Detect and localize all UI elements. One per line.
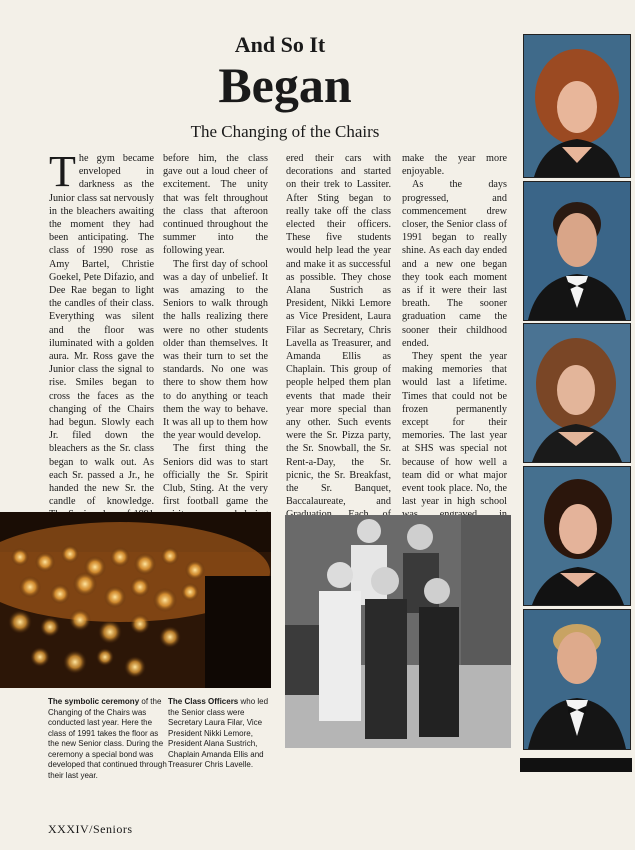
page-title: Began — [218, 57, 352, 113]
drop-cap: T — [49, 147, 76, 196]
paragraph: make the year more enjoyable. — [402, 153, 507, 178]
senior-portrait-4 — [523, 466, 631, 606]
caption-lead: The Class Officers — [168, 697, 239, 706]
article-column-3 — [286, 152, 391, 561]
paragraph: The first day of school was a day of unbelief. It was amazing to the Seniors to walk through the halls realizing there were no other students older than themselves. It was their turn to set the standards. No one was there to show them how to do anything or teach them the way to behave. It was all up to them how the year would develop. — [163, 258, 268, 442]
senior-portrait-3 — [523, 323, 631, 463]
article-column-1 — [49, 147, 154, 561]
page-subtitle: The Changing of the Chairs — [190, 122, 380, 141]
paragraph: They spent the year making memories that would last a lifetime. Times that could not be frozen permanently except for their memories. The last year at SHS was special not because of how well a team did or what major event took place. No, the last year in high school — [402, 351, 507, 508]
paragraph: The first thing the Seniors did was to start officially the Sr. Spirit Club, Sting. At the very first football game the — [163, 443, 268, 508]
paragraph-text: he gym became enveloped in darkness as the Junior class sat nervously in the bleachers awaiting the moment they had been anticipating. The class of 1990 rose as Amy Bartel, Christie Goekel, Pete Difazio, and Dee Rae began to light the candles of their class. Everything was silent and the floor was iluminated with a golden aura. Mr. Ross gave the Junior class the signal to rise. Smiles began to cross the faces as the changing of the Chairs had begun. Slowly each Jr. filed down the bleachers as the Sr. class began to walk out. As each Sr. passed a Jr., he handed the new Sr. the candle of knowledge. — [49, 153, 154, 508]
page-edge-bar — [520, 758, 632, 772]
senior-portrait-1 — [523, 34, 631, 178]
article-column-4 — [402, 152, 507, 575]
paragraph — [49, 147, 154, 561]
caption-class-officers — [168, 697, 280, 771]
senior-portrait-5 — [523, 609, 631, 750]
class-officers-photo — [285, 515, 511, 748]
senior-portrait-2 — [523, 181, 631, 321]
caption-candle-ceremony — [48, 697, 168, 781]
caption-lead: The symbolic ceremony — [48, 697, 140, 706]
paragraph: ered their cars with decorations and started on their trek to Lassiter. After Sting began to really take off the class elected their officers. These five students would help lead the year and make it as successful as possible. They chose Alana Sustrich as President, Nikki Lemore as Vice President, Laura Filar as Secretary, Chris Lavella as Treasurer, and Amanda Ellis as Chaplain. This group of people helped them plan events that made their year more special than any other. Such events were the Sr. Pizza party, the Sr. Snowball, the Sr. Rent-a-Day, the Sr. picnic, the Sr. Breakfast, the Sr. Banquet, Baccalaureate, and — [286, 153, 391, 508]
paragraph: As the days progressed, and commencement drew closer, the Senior class of 1991 began to really shine. As each day ended and a new one began they took each moment as if it were their last breath. The sooner graduation came the sooner their childhood ended. — [402, 179, 507, 349]
caption-text: who led the Senior class were Secretary Laura Filar, Vice President Nikki Lemore, President Alana Sustrich, Chaplain Amanda Ellis and Treasurer Chris Lavelle. — [168, 697, 269, 769]
candle-ceremony-photo — [0, 512, 271, 688]
article-column-2 — [163, 152, 268, 561]
page-folio: XXXIV/Seniors — [48, 822, 133, 836]
caption-text: of the Changing of the Chairs was conducted last year. Here the class of 1991 takes the floor as the new Senior class. During the ceremony a special bond was developed that continued through their last year. — [48, 697, 167, 780]
headline-kicker: And So It — [234, 32, 326, 57]
paragraph: before him, the class gave out a loud cheer of excitement. The unity that was felt throughout the class that afteroon continued throughout the summer into the following year. — [163, 153, 268, 257]
